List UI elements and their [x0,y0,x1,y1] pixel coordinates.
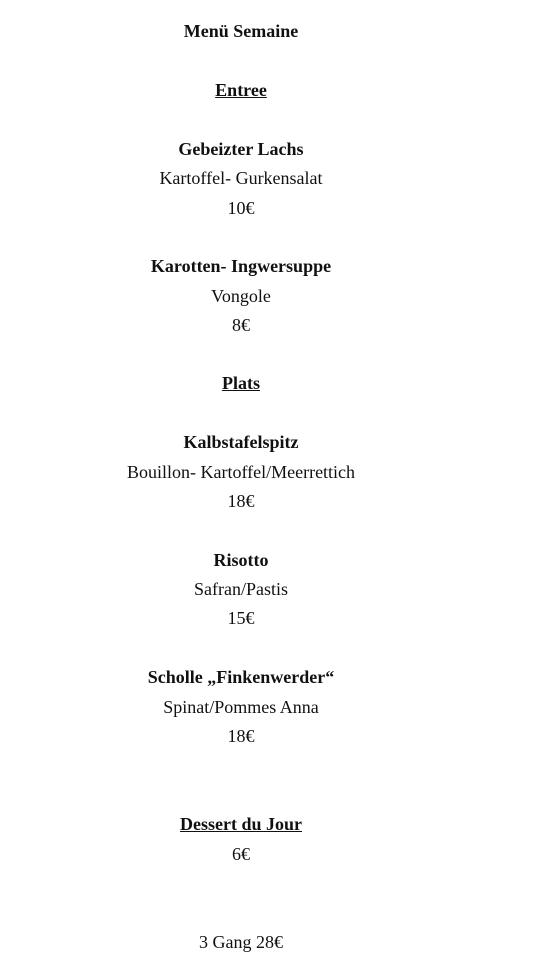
dish-price: 10€ [227,198,255,218]
dish-price: 8€ [232,315,250,335]
dish-name: Scholle „Finkenwerder“ [147,667,335,687]
dish-price: 18€ [227,726,255,746]
dish-name: Kalbstafelspitz [183,432,299,452]
section-heading-plats: Plats [222,373,260,393]
menu-footer-price: 3 Gang 28€ [199,932,283,952]
dish-name: Gebeizter Lachs [178,139,304,159]
dessert-price: 6€ [232,844,250,864]
menu-title: Menü Semaine [183,21,299,41]
dish-name: Karotten- Ingwersuppe [150,256,332,276]
dish-name: Risotto [213,550,269,570]
dish-description: Vongole [211,286,271,306]
section-heading-entree: Entree [215,80,267,100]
dish-description: Bouillon- Kartoffel/Meerrettich [126,462,356,482]
dish-price: 15€ [227,608,255,628]
dish-description: Safran/Pastis [194,579,288,599]
dish-price: 18€ [227,491,255,511]
dish-description: Spinat/Pommes Anna [163,697,319,717]
dish-description: Kartoffel- Gurkensalat [159,168,323,188]
section-heading-dessert: Dessert du Jour [180,814,302,834]
